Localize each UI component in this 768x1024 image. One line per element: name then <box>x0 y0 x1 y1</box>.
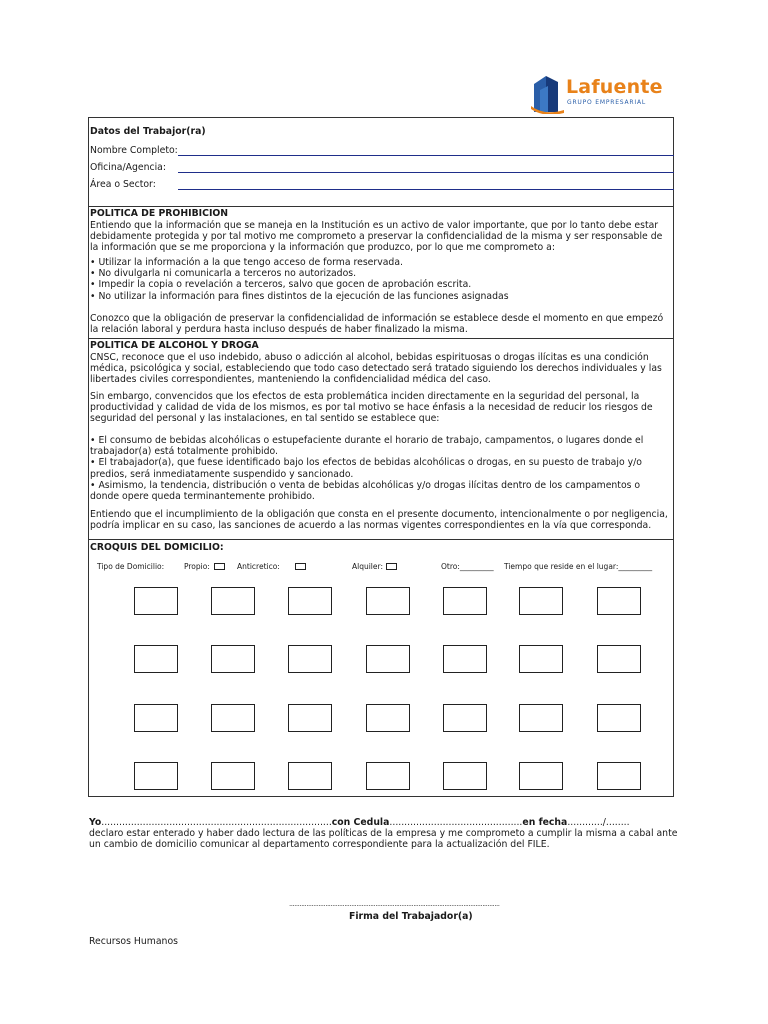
list-item: • No divulgarla ni comunicarla a terceros no autorizados. <box>90 268 357 280</box>
own-label: Propio: <box>184 562 210 571</box>
prohibition-closing: Conozco que la obligación de preservar la confidencialidad de información se establece desde el momento en que empezó la relación laboral y perdura hasta incluso después de haber finalizado la misma. <box>90 313 664 336</box>
sketch-cell[interactable] <box>519 645 563 673</box>
logo-subtitle: GRUPO EMPRESARIAL <box>567 99 647 106</box>
home-type-label: Tipo de Domicilio: <box>97 562 165 571</box>
sketch-cell[interactable] <box>366 587 410 615</box>
prohibition-list <box>90 257 672 302</box>
logo-brand-name: Lafuente <box>566 76 663 98</box>
declaration <box>89 817 679 851</box>
sketch-cell[interactable] <box>288 762 332 790</box>
alcohol-list <box>90 435 672 502</box>
name-blank[interactable]: .............................................................................. <box>101 817 332 828</box>
sketch-cell[interactable] <box>443 587 487 615</box>
sketch-cell[interactable] <box>519 704 563 732</box>
anticretico-label: Anticretico: <box>237 562 280 571</box>
sketch-cell[interactable] <box>211 704 255 732</box>
building-logo-icon <box>530 70 570 114</box>
list-item: • Impedir la copia o revelación a terceros, salvo que gocen de aprobación escrita. <box>90 279 472 291</box>
sketch-cell[interactable] <box>366 762 410 790</box>
sketch-cell[interactable] <box>134 762 178 790</box>
sketch-cell[interactable] <box>443 704 487 732</box>
full-name-label: Nombre Completo: <box>90 145 178 156</box>
yo-label: Yo <box>89 817 102 828</box>
declaration-text: declaro estar enterado y haber dado lectura de las políticas de la empresa y me comprometo a cumplir la misma a cabal ante un cambio de domicilio comunicar al departamento correspondiente para la actualización del FILE. <box>89 828 678 851</box>
other-field[interactable]: Otro:_________ <box>441 562 494 571</box>
prohibition-policy-section <box>89 206 673 338</box>
date-label: en fecha <box>522 817 568 828</box>
list-item: • Asimismo, la tendencia, distribución o venta de bebidas alcohólicas y/o drogas ilícitas dentro de los campamentos o donde opere queda terminantemente prohibido. <box>90 479 641 503</box>
rent-checkbox[interactable] <box>386 563 397 570</box>
list-item: • No utilizar la información para fines distintos de la ejecución de las funciones asignadas <box>90 290 509 302</box>
anticretico-checkbox[interactable] <box>295 563 306 570</box>
sketch-cell[interactable] <box>288 645 332 673</box>
list-item: • El trabajador(a), que fuese identificado bajo los efectos de bebidas alcohólicas o drogas, en su puesto de trabajo y/o predios, será inmediatamente suspendido y sancionado. <box>90 457 642 480</box>
sketch-cell[interactable] <box>134 645 178 673</box>
rent-label: Alquiler: <box>352 562 383 571</box>
sketch-cell[interactable] <box>443 762 487 790</box>
area-field[interactable] <box>90 178 674 192</box>
sketch-cell[interactable] <box>211 645 255 673</box>
residence-time-field[interactable]: Tiempo que reside en el lugar:_________ <box>504 562 653 571</box>
sketch-cell[interactable] <box>597 587 641 615</box>
list-item: • Utilizar la información a la que tengo acceso de forma reservada. <box>90 257 403 268</box>
sketch-cell[interactable] <box>134 704 178 732</box>
sketch-cell[interactable] <box>519 762 563 790</box>
worker-data-section <box>89 118 673 206</box>
area-label: Área o Sector: <box>90 179 156 190</box>
alcohol-policy-section <box>89 338 673 539</box>
sketch-cell[interactable] <box>366 704 410 732</box>
sketch-cell[interactable] <box>211 762 255 790</box>
full-name-field[interactable] <box>90 144 674 158</box>
home-type-row <box>89 561 675 573</box>
office-label: Oficina/Agencia: <box>90 162 166 173</box>
sketch-title: CROQUIS DEL DOMICILIO: <box>90 542 224 553</box>
sketch-cell[interactable] <box>288 704 332 732</box>
prohibition-title: POLITICA DE PROHIBICION <box>90 208 229 219</box>
sketch-cell[interactable] <box>366 645 410 673</box>
home-sketch-section <box>89 539 673 797</box>
sketch-cell[interactable] <box>134 587 178 615</box>
alcohol-paragraph-3: Entiendo que el incumplimiento de la obligación que consta en el presente documento, intencionalmente o por negligencia, podría implicar en su caso, las sanciones de acuerdo a las normas vigentes correspondientes en la vía que corresponda. <box>90 509 668 532</box>
own-checkbox[interactable] <box>214 563 225 570</box>
sketch-cell[interactable] <box>597 704 641 732</box>
alcohol-paragraph-1: CNSC, reconoce que el uso indebido, abuso o adicción al alcohol, bebidas espirituosas o drogas ilícitas es una condición médica, psicológica y social, estableciendo que todo caso detectado será tratado siguiendo los derechos individuales y las libertades civiles correspondientes, manteniendo la confidencialidad médica del caso. <box>90 352 662 386</box>
date-blank[interactable]: ............/........ <box>567 817 630 828</box>
signature-label: Firma del Trabajador(a) <box>349 911 473 922</box>
form-frame <box>88 117 674 797</box>
cedula-label: con Cedula <box>331 817 390 828</box>
declaration-line-1 <box>89 817 679 828</box>
cedula-blank[interactable]: ............................................. <box>389 817 523 828</box>
alcohol-title: POLITICA DE ALCOHOL Y DROGA <box>90 340 259 351</box>
list-item: • El consumo de bebidas alcohólicas o estupefaciente durante el horario de trabajo, campamentos, o lugares donde el trabajador(a) está totalmente prohibido. <box>90 435 644 458</box>
full-name-line[interactable] <box>178 155 674 156</box>
prohibition-intro: Entiendo que la información que se maneja en la Institución es un activo de valor importante, que por lo tanto debe estar debidamente protegida y por tal motivo me comprometo a preservar la confidencialidad de la misma y ser responsable de la información que se me proporciona y la información que produzco, por lo que me comprometo a: <box>90 220 663 254</box>
worker-data-title: Datos del Trabajor(ra) <box>90 126 206 137</box>
hr-department: Recursos Humanos <box>89 936 178 947</box>
area-line[interactable] <box>178 189 674 190</box>
office-field[interactable] <box>90 161 674 175</box>
sketch-cell[interactable] <box>443 645 487 673</box>
sketch-cell[interactable] <box>288 587 332 615</box>
office-line[interactable] <box>178 172 674 173</box>
sketch-cell[interactable] <box>519 587 563 615</box>
alcohol-paragraph-2: Sin embargo, convencidos que los efectos de esta problemática inciden directamente en la seguridad del personal, la productividad y calidad de vida de los mismos, es por tal motivo se hace énfasis a la necesidad de reducir los riesgos de seguridad del personal y las instalaciones, en tal sentido se establece que: <box>90 391 653 425</box>
sketch-cell[interactable] <box>211 587 255 615</box>
sketch-cell[interactable] <box>597 762 641 790</box>
company-logo <box>530 70 665 114</box>
sketch-cell[interactable] <box>597 645 641 673</box>
signature-line[interactable]: .......................................................................................................................... <box>289 900 500 908</box>
